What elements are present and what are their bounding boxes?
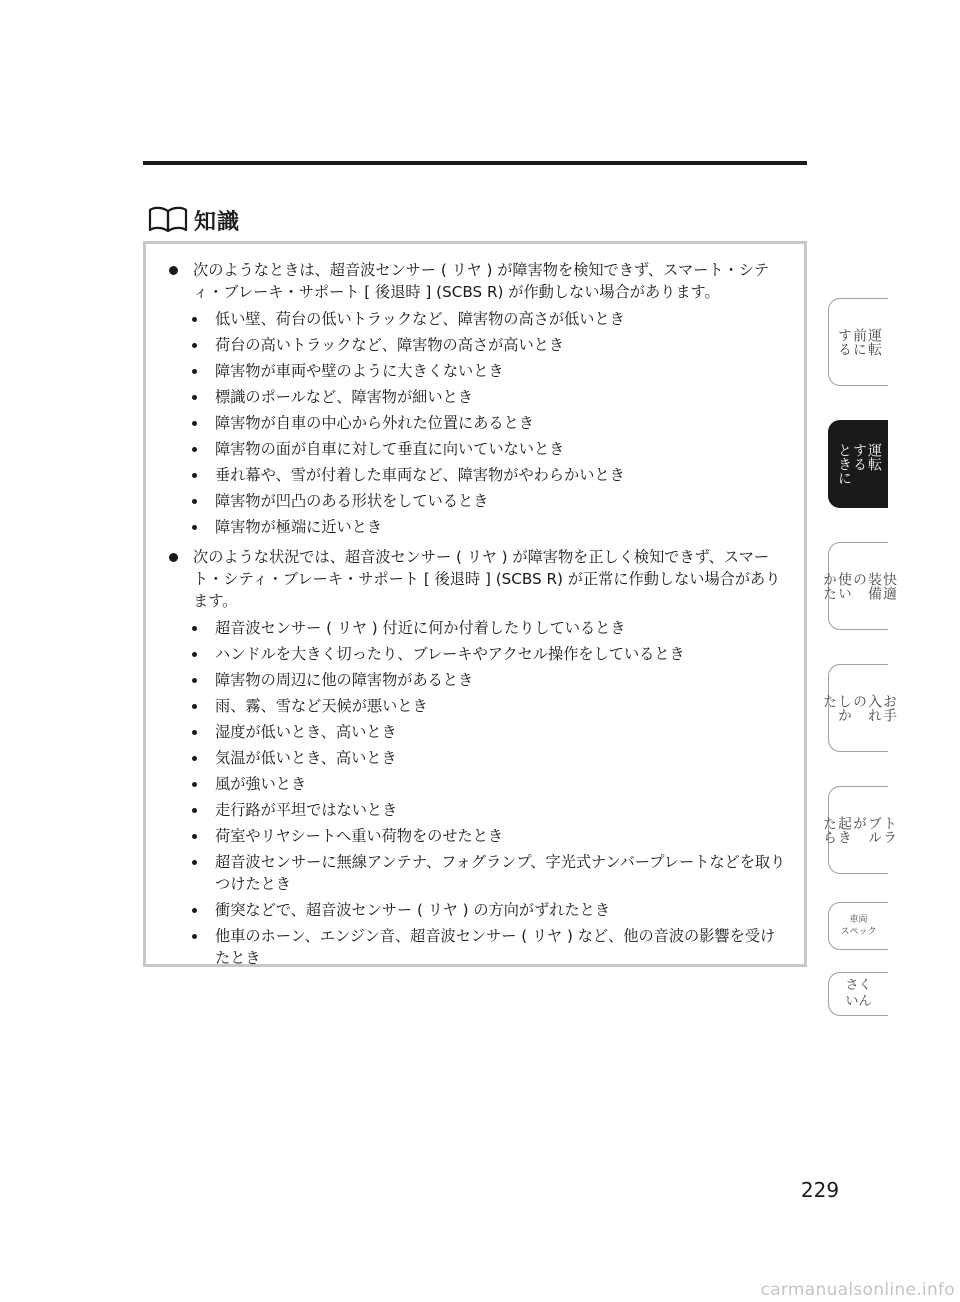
section-heading <box>148 204 240 236</box>
dot-icon <box>192 525 197 530</box>
dot-icon <box>192 934 197 939</box>
tab-label: さく いん <box>845 978 872 1009</box>
knowledge-box <box>143 241 807 967</box>
sub-bullet-list <box>161 617 790 969</box>
list-item: 障害物の周辺に他の障害物があるとき <box>161 669 790 691</box>
list-item: 垂れ幕や、雪が付着した車両など、障害物がやわらかいとき <box>161 464 790 486</box>
dot-icon <box>192 421 197 426</box>
main-bullet-item <box>161 546 790 612</box>
list-item: 障害物が凹凸のある形状をしているとき <box>161 490 790 512</box>
condition-group-1 <box>161 259 790 538</box>
list-item: 走行路が平坦ではないとき <box>161 799 790 821</box>
dot-icon <box>192 499 197 504</box>
main-bullet-text: 次のような状況では、超音波センサー ( リヤ ) が障害物を正しく検知できず、スマート・シティ・ブレーキ・サポート [ 後退時 ] (SCBS R) が正常に作動しない場合があります。 <box>193 548 781 610</box>
condition-group-2 <box>161 546 790 969</box>
list-item: 気温が低いとき、高いとき <box>161 747 790 769</box>
tab-index[interactable] <box>828 972 888 1016</box>
tab-label: お手 入れ の しか た <box>821 694 897 722</box>
list-item: 雨、霧、雪など天候が悪いとき <box>161 695 790 717</box>
dot-icon <box>192 704 197 709</box>
dot-icon <box>192 756 197 761</box>
list-item: ハンドルを大きく切ったり、ブレーキやアクセル操作をしているとき <box>161 643 790 665</box>
sub-bullet-list <box>161 308 790 538</box>
tab-label: 車両 スペック <box>840 915 877 937</box>
main-bullet-text: 次のようなときは、超音波センサー ( リヤ ) が障害物を検知できず、スマート・シティ・ブレーキ・サポート [ 後退時 ] (SCBS R) が作動しない場合があります。 <box>193 261 770 301</box>
dot-icon <box>192 395 197 400</box>
list-item: 障害物が車両や壁のように大きくないとき <box>161 360 790 382</box>
list-item: 湿度が低いとき、高いとき <box>161 721 790 743</box>
watermark: carmanualsonline.info <box>760 1280 955 1300</box>
dot-icon <box>192 652 197 657</box>
list-item: 衝突などで、超音波センサー ( リヤ ) の方向がずれたとき <box>161 899 790 921</box>
section-title: 知識 <box>194 209 241 235</box>
tab-maintenance[interactable] <box>821 664 897 752</box>
dot-icon <box>192 317 197 322</box>
list-item: 超音波センサーに無線アンテナ、フォグランプ、字光式ナンバープレートなどを取りつけたとき <box>161 851 790 895</box>
open-book-icon <box>148 206 188 234</box>
list-item: 障害物が極端に近いとき <box>161 516 790 538</box>
dot-icon <box>192 369 197 374</box>
tab-label: 運転 する ときに <box>836 443 882 485</box>
dot-icon <box>192 447 197 452</box>
tab-while-driving[interactable] <box>828 420 888 508</box>
dot-icon <box>192 473 197 478</box>
dot-icon <box>192 782 197 787</box>
main-bullet-item <box>161 259 790 303</box>
dot-icon <box>192 730 197 735</box>
list-item: 低い壁、荷台の低いトラックなど、障害物の高さが低いとき <box>161 308 790 330</box>
dot-icon <box>192 808 197 813</box>
tab-label: トラ ブル が 起き たら <box>821 816 897 844</box>
list-item: 荷室やリヤシートへ重い荷物をのせたとき <box>161 825 790 847</box>
dot-icon <box>192 834 197 839</box>
dot-icon <box>192 626 197 631</box>
list-item: 超音波センサー ( リヤ ) 付近に何か付着したりしているとき <box>161 617 790 639</box>
tab-troubleshooting[interactable] <box>821 786 897 874</box>
tab-comfort-equipment[interactable] <box>821 542 897 630</box>
bullet-icon <box>169 266 178 275</box>
tab-before-driving[interactable] <box>828 298 888 386</box>
tab-label: 運転 前に する <box>836 328 882 356</box>
list-item: 障害物が自車の中心から外れた位置にあるとき <box>161 412 790 434</box>
top-rule <box>143 161 807 165</box>
tab-vehicle-specs[interactable] <box>828 902 888 950</box>
list-item: 風が強いとき <box>161 773 790 795</box>
list-item: 他車のホーン、エンジン音、超音波センサー ( リヤ ) など、他の音波の影響を受けたとき <box>161 925 790 969</box>
list-item: 標識のポールなど、障害物が細いとき <box>161 386 790 408</box>
dot-icon <box>192 678 197 683</box>
list-item: 障害物の面が自車に対して垂直に向いていないとき <box>161 438 790 460</box>
page-number: 229 <box>800 1178 840 1202</box>
dot-icon <box>192 343 197 348</box>
dot-icon <box>192 860 197 865</box>
bullet-icon <box>169 553 178 562</box>
tab-label: 快適 装備 の 使い かた <box>821 572 897 600</box>
dot-icon <box>192 908 197 913</box>
list-item: 荷台の高いトラックなど、障害物の高さが高いとき <box>161 334 790 356</box>
